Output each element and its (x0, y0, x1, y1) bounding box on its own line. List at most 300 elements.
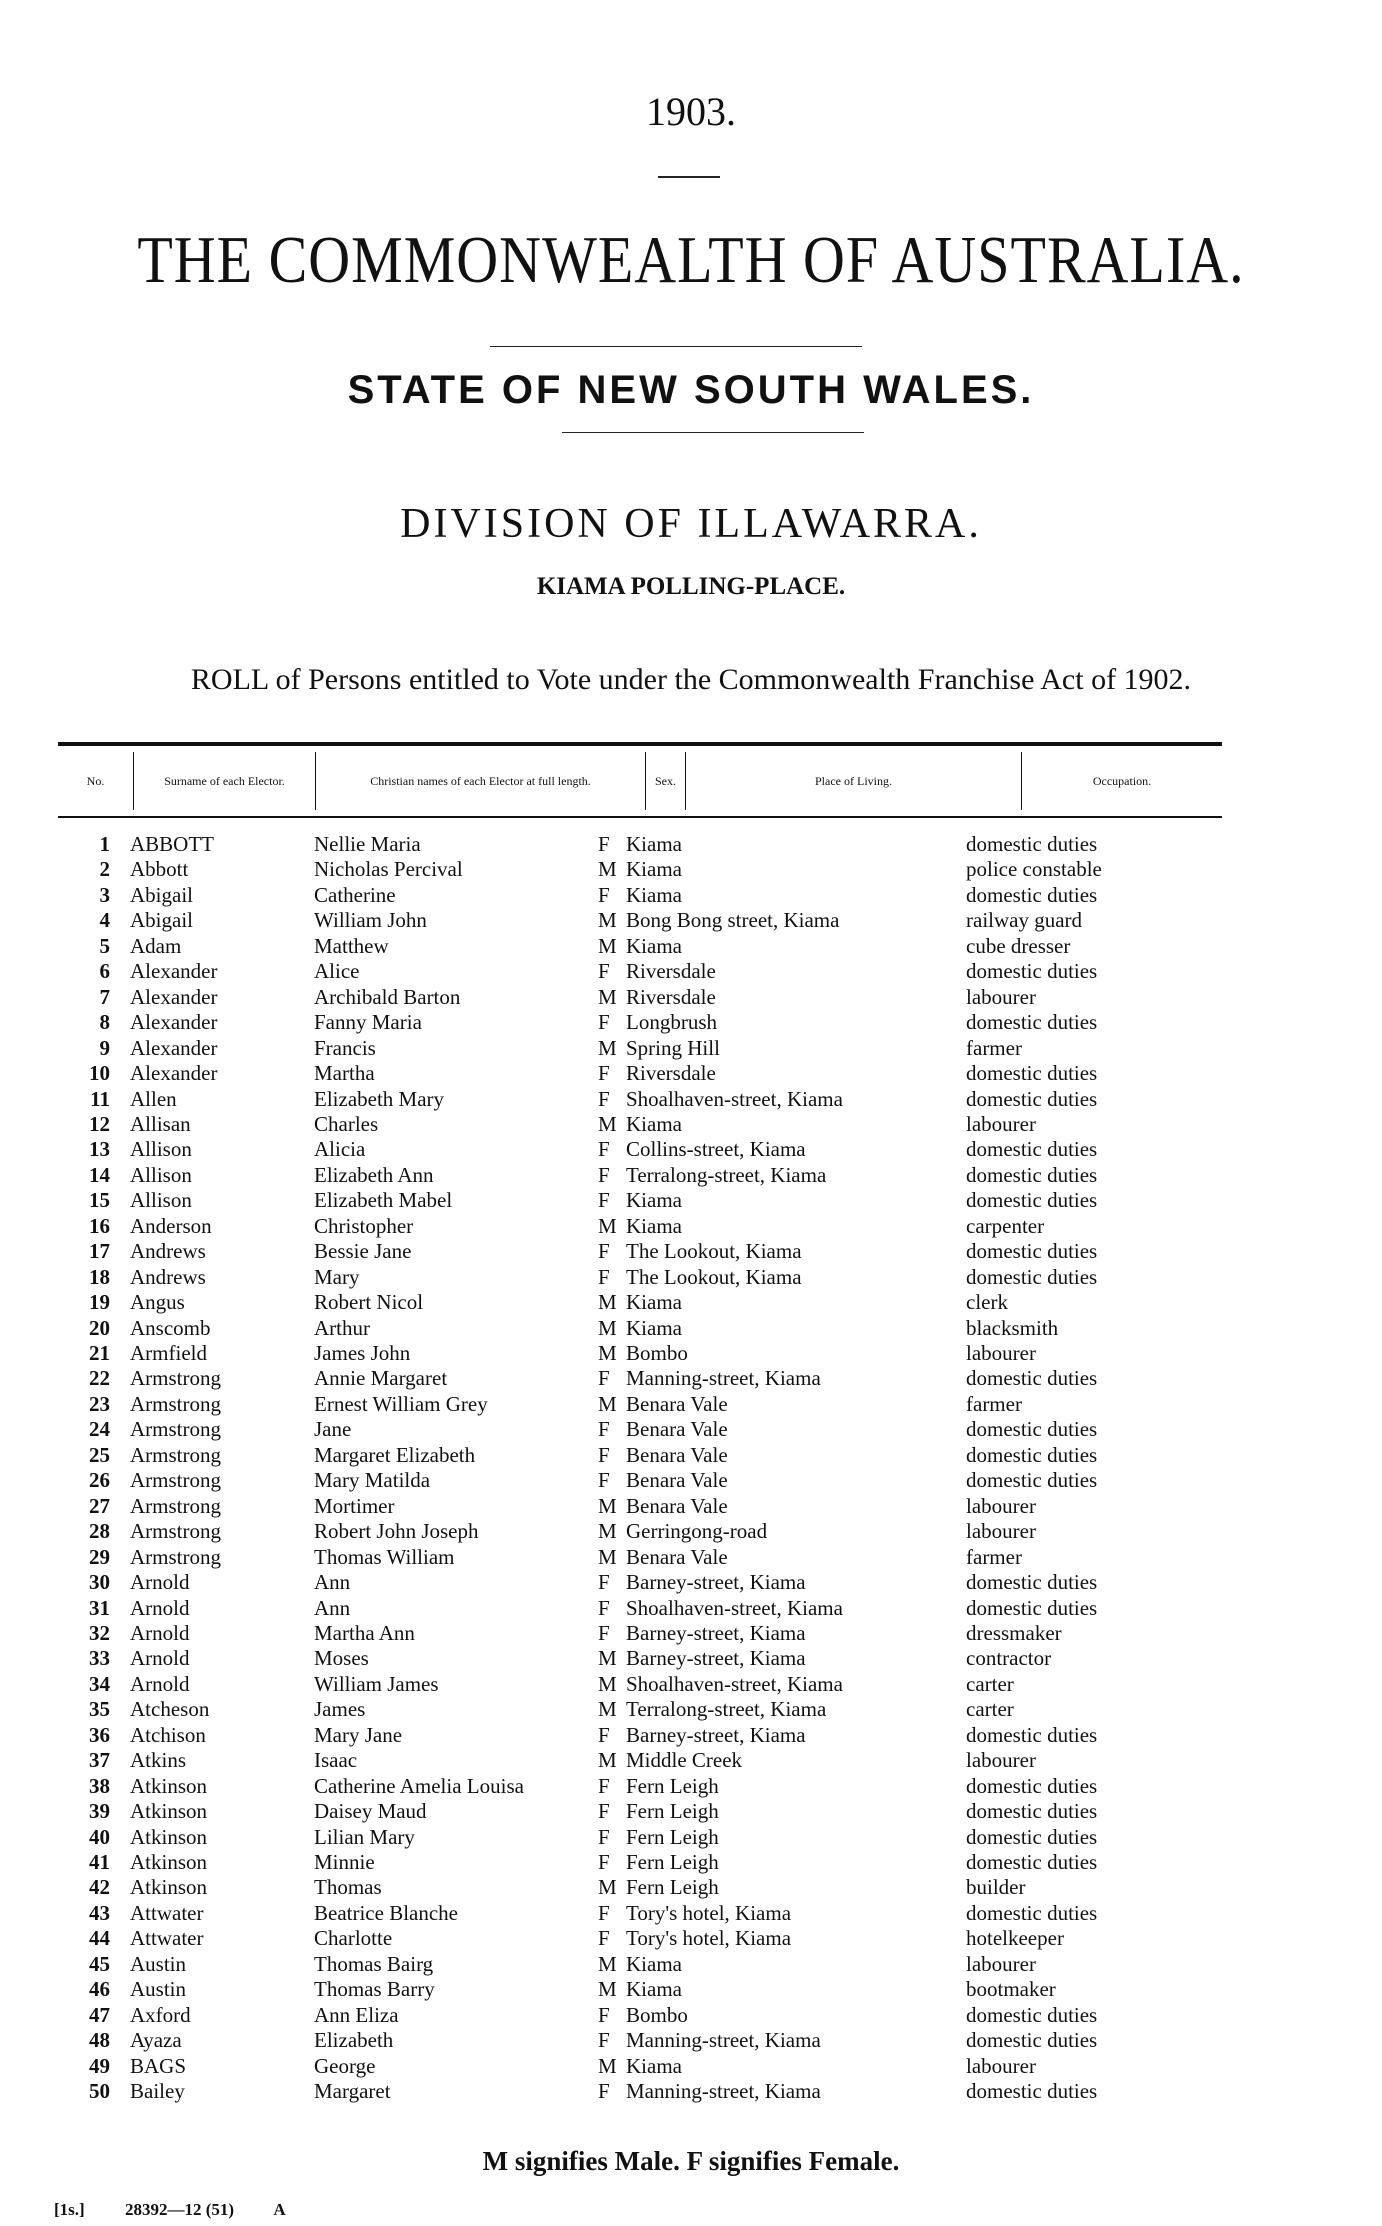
surname: Anscomb (130, 1315, 211, 1340)
occupation: domestic duties (966, 2079, 1098, 2104)
sex: F (598, 1061, 610, 1086)
row-number: 11 (90, 1086, 110, 1111)
row-number: 37 (89, 1748, 110, 1773)
place-of-living: Fern Leigh (626, 1875, 719, 1900)
table-row (0, 832, 1382, 857)
surname: Armstrong (130, 1391, 221, 1416)
occupation: builder (966, 1875, 1026, 1900)
table-row (0, 1392, 1382, 1417)
christian-names: Arthur (314, 1315, 370, 1340)
occupation: cube dresser (966, 933, 1071, 958)
table-row (0, 1697, 1382, 1722)
surname: Arnold (130, 1595, 190, 1620)
surname: Atcheson (130, 1697, 210, 1722)
christian-names: Fanny Maria (314, 1010, 422, 1035)
christian-names: Elizabeth Ann (314, 1162, 434, 1187)
surname: Armstrong (130, 1468, 221, 1493)
christian-names: Alice (314, 959, 360, 984)
sex: F (598, 1366, 610, 1391)
occupation: domestic duties (966, 1850, 1098, 1874)
footer-print-code: 28392—12 (51) (124, 2200, 235, 2219)
table-row (0, 1901, 1382, 1926)
sex: M (598, 1213, 617, 1238)
row-number: 16 (89, 1213, 110, 1238)
surname: Austin (130, 1977, 187, 2002)
occupation: domestic duties (966, 1162, 1098, 1187)
table-row (0, 1519, 1382, 1544)
table-row (0, 1137, 1382, 1162)
sex: M (598, 1671, 617, 1696)
sex: M (598, 933, 617, 958)
surname: Abigail (130, 882, 193, 907)
surname: Armstrong (130, 1544, 221, 1569)
occupation: labourer (966, 1341, 1036, 1365)
christian-names: Ann (314, 1570, 351, 1595)
place-of-living: Tory's hotel, Kiama (626, 1900, 792, 1925)
row-number: 9 (99, 1035, 110, 1060)
place-of-living: Kiama (626, 857, 682, 882)
christian-names: Christopher (314, 1213, 414, 1238)
sex: F (598, 1188, 610, 1213)
row-number: 2 (99, 857, 110, 882)
occupation: domestic duties (966, 2002, 1098, 2027)
place-of-living: Benara Vale (626, 1493, 728, 1518)
occupation: domestic duties (966, 882, 1098, 907)
christian-names: Annie Margaret (314, 1366, 448, 1391)
place-of-living: Manning-street, Kiama (626, 2028, 821, 2053)
christian-names: George (314, 2053, 376, 2078)
row-number: 40 (89, 1824, 110, 1849)
sex: M (598, 1748, 617, 1773)
table-row (0, 2054, 1382, 2079)
table-header (58, 742, 1222, 818)
surname: Armstrong (130, 1366, 221, 1391)
christian-names: Catherine (314, 882, 396, 907)
footer-mark: [1s.] (54, 2200, 85, 2219)
table-row (0, 2079, 1382, 2104)
surname: Attwater (130, 1900, 204, 1925)
place-of-living: Bombo (626, 2002, 688, 2027)
place-of-living: Bombo (626, 1341, 688, 1365)
sex: F (598, 2002, 610, 2027)
table-row (0, 883, 1382, 908)
surname: Armstrong (130, 1519, 221, 1544)
occupation: domestic duties (966, 1417, 1098, 1442)
row-number: 28 (89, 1519, 110, 1544)
place-of-living: Collins-street, Kiama (626, 1137, 806, 1162)
row-number: 24 (89, 1417, 110, 1442)
row-number: 35 (89, 1697, 110, 1722)
occupation: domestic duties (966, 1366, 1098, 1391)
surname: Angus (130, 1290, 185, 1315)
row-number: 36 (89, 1722, 110, 1747)
sex: F (598, 2079, 610, 2104)
surname: Atkinson (130, 1824, 208, 1849)
occupation: farmer (966, 1035, 1022, 1060)
occupation: labourer (966, 1951, 1036, 1976)
christian-names: Daisey Maud (314, 1799, 427, 1824)
christian-names: Nellie Maria (314, 832, 421, 856)
occupation: farmer (966, 1391, 1022, 1416)
surname: Armstrong (130, 1417, 221, 1442)
sex: F (598, 1620, 610, 1645)
row-number: 41 (89, 1850, 110, 1874)
table-row (0, 1774, 1382, 1799)
sex: M (598, 1315, 617, 1340)
table-row (0, 1723, 1382, 1748)
place-of-living: Barney-street, Kiama (626, 1646, 806, 1671)
place-of-living: Fern Leigh (626, 1850, 719, 1874)
occupation: domestic duties (966, 1264, 1098, 1289)
row-number: 43 (89, 1900, 110, 1925)
table-row (0, 2028, 1382, 2053)
occupation: railway guard (966, 908, 1083, 933)
place-of-living: The Lookout, Kiama (626, 1264, 802, 1289)
sex: F (598, 1417, 610, 1442)
row-number: 33 (89, 1646, 110, 1671)
christian-names: Alicia (314, 1137, 366, 1162)
surname: Abigail (130, 908, 193, 933)
table-row (0, 1646, 1382, 1671)
christian-names: Charlotte (314, 1926, 393, 1951)
place-of-living: Riversdale (626, 984, 716, 1009)
occupation: carter (966, 1697, 1014, 1722)
place-of-living: Bong Bong street, Kiama (626, 908, 840, 933)
sex: F (598, 832, 610, 856)
christian-names: Margaret Elizabeth (314, 1442, 476, 1467)
table-row (0, 1214, 1382, 1239)
table-row (0, 908, 1382, 933)
christian-names: Isaac (314, 1748, 358, 1773)
place-of-living: Kiama (626, 882, 682, 907)
divider (562, 432, 864, 433)
place-of-living: Terralong-street, Kiama (626, 1697, 827, 1722)
divider (658, 176, 720, 178)
surname: Arnold (130, 1570, 190, 1595)
year: 1903. (646, 89, 736, 134)
table-row (0, 1366, 1382, 1391)
christian-names: Robert John Joseph (314, 1519, 479, 1544)
occupation: labourer (966, 984, 1036, 1009)
row-number: 15 (89, 1188, 110, 1213)
row-number: 50 (89, 2079, 110, 2104)
table-row (0, 1290, 1382, 1315)
division-heading: DIVISION OF ILLAWARRA. (400, 501, 982, 547)
place-of-living: Fern Leigh (626, 1799, 719, 1824)
place-of-living: Kiama (626, 1977, 682, 2002)
divider (490, 346, 862, 347)
sex: M (598, 1697, 617, 1722)
surname: Atkinson (130, 1773, 208, 1798)
row-number: 29 (89, 1544, 110, 1569)
row-number: 44 (89, 1926, 110, 1951)
sex: M (598, 1493, 617, 1518)
table-row (0, 1087, 1382, 1112)
row-number: 38 (89, 1773, 110, 1798)
place-of-living: Kiama (626, 1315, 682, 1340)
place-of-living: Benara Vale (626, 1544, 728, 1569)
place-of-living: Kiama (626, 1213, 682, 1238)
occupation: police constable (966, 857, 1102, 882)
place-of-living: Tory's hotel, Kiama (626, 1926, 792, 1951)
sex: M (598, 1290, 617, 1315)
place-of-living: Benara Vale (626, 1417, 728, 1442)
row-number: 32 (89, 1620, 110, 1645)
row-number: 25 (89, 1442, 110, 1467)
place-of-living: Barney-street, Kiama (626, 1620, 806, 1645)
table-row (0, 857, 1382, 882)
row-number: 27 (89, 1493, 110, 1518)
christian-names: Mortimer (314, 1493, 395, 1518)
table-row (0, 1163, 1382, 1188)
place-of-living: Shoalhaven-street, Kiama (626, 1595, 843, 1620)
occupation: contractor (966, 1646, 1052, 1671)
sex: M (598, 1341, 617, 1365)
christian-names: Minnie (314, 1850, 375, 1874)
table-row (0, 1799, 1382, 1824)
christian-names: Ernest William Grey (314, 1391, 488, 1416)
occupation: domestic duties (966, 1010, 1098, 1035)
surname: Abbott (130, 857, 189, 882)
sex: M (598, 1391, 617, 1416)
sex: F (598, 882, 610, 907)
place-of-living: Gerringong-road (626, 1519, 768, 1544)
surname: Atchison (130, 1722, 206, 1747)
christian-names: William James (314, 1671, 439, 1696)
sex: M (598, 1977, 617, 2002)
row-number: 19 (89, 1290, 110, 1315)
christian-names: Mary (314, 1264, 360, 1289)
surname: Allisan (130, 1111, 191, 1136)
christian-names: Ann (314, 1595, 351, 1620)
christian-names: Thomas Bairg (314, 1951, 434, 1976)
place-of-living: Kiama (626, 1290, 682, 1315)
christian-names: Nicholas Percival (314, 857, 463, 882)
row-number: 39 (89, 1799, 110, 1824)
row-number: 21 (89, 1341, 110, 1365)
sex: F (598, 1570, 610, 1595)
surname: Allison (130, 1137, 192, 1162)
row-number: 48 (89, 2028, 110, 2053)
occupation: domestic duties (966, 1442, 1098, 1467)
surname: Axford (130, 2002, 191, 2027)
christian-names: Elizabeth Mary (314, 1086, 445, 1111)
place-of-living: Spring Hill (626, 1035, 720, 1060)
surname: Atkinson (130, 1875, 208, 1900)
sex: F (598, 1799, 610, 1824)
place-of-living: Kiama (626, 933, 682, 958)
place-of-living: Fern Leigh (626, 1824, 719, 1849)
christian-names: Thomas Barry (314, 1977, 435, 2002)
sex-legend: M signifies Male. F signifies Female. (482, 2146, 900, 2176)
christian-names: Jane (314, 1417, 352, 1442)
table-row (0, 1417, 1382, 1442)
place-of-living: Kiama (626, 2053, 682, 2078)
table-row (0, 1061, 1382, 1086)
surname: Alexander (130, 984, 218, 1009)
christian-names: James (314, 1697, 366, 1722)
occupation: domestic duties (966, 1570, 1098, 1595)
occupation: labourer (966, 1111, 1036, 1136)
place-of-living: Terralong-street, Kiama (626, 1162, 827, 1187)
row-number: 18 (89, 1264, 110, 1289)
christian-names: Francis (314, 1035, 376, 1060)
sex: M (598, 1544, 617, 1569)
sex: M (598, 1646, 617, 1671)
place-of-living: Middle Creek (626, 1748, 743, 1773)
sex: F (598, 1264, 610, 1289)
column-header-no: No. (58, 752, 134, 810)
surname: Atkinson (130, 1799, 208, 1824)
place-of-living: Kiama (626, 1951, 682, 1976)
sex: F (598, 1824, 610, 1849)
occupation: domestic duties (966, 1239, 1098, 1264)
place-of-living: Barney-street, Kiama (626, 1722, 806, 1747)
christian-names: Mary Matilda (314, 1468, 431, 1493)
row-number: 10 (89, 1061, 110, 1086)
surname: Armfield (130, 1341, 207, 1365)
occupation: domestic duties (966, 1773, 1098, 1798)
occupation: domestic duties (966, 1188, 1098, 1213)
surname: Ayaza (130, 2028, 182, 2053)
table-row (0, 1468, 1382, 1493)
row-number: 6 (99, 959, 110, 984)
sex: F (598, 1926, 610, 1951)
surname: Atkinson (130, 1850, 208, 1874)
occupation: domestic duties (966, 1468, 1098, 1493)
sex: F (598, 1595, 610, 1620)
footer-letter: A (273, 2200, 286, 2219)
place-of-living: Manning-street, Kiama (626, 2079, 821, 2104)
table-row (0, 2003, 1382, 2028)
table-row (0, 1850, 1382, 1875)
surname: Armstrong (130, 1442, 221, 1467)
row-number: 46 (89, 1977, 110, 2002)
occupation: carpenter (966, 1213, 1045, 1238)
table-row (0, 1036, 1382, 1061)
place-of-living: Fern Leigh (626, 1773, 719, 1798)
row-number: 30 (89, 1570, 110, 1595)
surname: Alexander (130, 1010, 218, 1035)
row-number: 17 (89, 1239, 110, 1264)
occupation: carter (966, 1671, 1014, 1696)
print-footer (54, 2200, 322, 2220)
row-number: 23 (89, 1391, 110, 1416)
surname: BAGS (130, 2053, 187, 2078)
christian-names: Ann Eliza (314, 2002, 399, 2027)
surname: Alexander (130, 1035, 218, 1060)
surname: Andrews (130, 1239, 206, 1264)
surname: Allen (130, 1086, 177, 1111)
table-row (0, 1596, 1382, 1621)
occupation: dressmaker (966, 1620, 1062, 1645)
christian-names: Robert Nicol (314, 1290, 424, 1315)
table-row (0, 1316, 1382, 1341)
row-number: 4 (99, 908, 110, 933)
sex: F (598, 1239, 610, 1264)
table-row (0, 1825, 1382, 1850)
christian-names: Mary Jane (314, 1722, 403, 1747)
table-row (0, 985, 1382, 1010)
table-row (0, 959, 1382, 984)
row-number: 47 (89, 2002, 110, 2027)
occupation: domestic duties (966, 1595, 1098, 1620)
occupation: domestic duties (966, 1799, 1098, 1824)
column-header-christian-names: Christian names of each Elector at full length. (316, 752, 646, 810)
row-number: 5 (99, 933, 110, 958)
surname: Alexander (130, 959, 218, 984)
surname: Bailey (130, 2079, 185, 2104)
sex: F (598, 2028, 610, 2053)
surname: Allison (130, 1162, 192, 1187)
surname: Andrews (130, 1264, 206, 1289)
table-row (0, 1188, 1382, 1213)
row-number: 22 (89, 1366, 110, 1391)
sex: F (598, 1468, 610, 1493)
surname: Arnold (130, 1671, 190, 1696)
christian-names: James John (314, 1341, 411, 1365)
christian-names: Charles (314, 1111, 379, 1136)
place-of-living: The Lookout, Kiama (626, 1239, 802, 1264)
place-of-living: Shoalhaven-street, Kiama (626, 1086, 843, 1111)
sex: M (598, 908, 617, 933)
surname: Arnold (130, 1646, 190, 1671)
table-row (0, 1875, 1382, 1900)
polling-place-heading: KIAMA POLLING-PLACE. (536, 573, 846, 600)
sex: M (598, 2053, 617, 2078)
row-number: 34 (89, 1671, 110, 1696)
row-number: 20 (89, 1315, 110, 1340)
table-row (0, 1926, 1382, 1951)
sex: F (598, 1086, 610, 1111)
sex: M (598, 984, 617, 1009)
place-of-living: Riversdale (626, 1061, 716, 1086)
surname: Adam (130, 933, 182, 958)
surname: Atkins (130, 1748, 187, 1773)
row-number: 26 (89, 1468, 110, 1493)
row-number: 49 (89, 2053, 110, 2078)
place-of-living: Kiama (626, 1188, 682, 1213)
sex: F (598, 1010, 610, 1035)
sex: F (598, 1773, 610, 1798)
roll-title: ROLL of Persons entitled to Vote under the Commonwealth Franchise Act of 1902. (190, 663, 1192, 696)
occupation: bootmaker (966, 1977, 1056, 2002)
place-of-living: Benara Vale (626, 1391, 728, 1416)
row-number: 7 (99, 984, 110, 1009)
column-header-place: Place of Living. (686, 752, 1022, 810)
occupation: domestic duties (966, 2028, 1098, 2053)
column-header-surname: Surname of each Elector. (134, 752, 316, 810)
sex: F (598, 1162, 610, 1187)
place-of-living: Kiama (626, 832, 682, 856)
occupation: domestic duties (966, 959, 1098, 984)
surname: Allison (130, 1188, 192, 1213)
row-number: 31 (89, 1595, 110, 1620)
row-number: 42 (89, 1875, 110, 1900)
christian-names: Elizabeth Mabel (314, 1188, 453, 1213)
surname: Arnold (130, 1620, 190, 1645)
row-number: 1 (99, 832, 110, 856)
sex: F (598, 959, 610, 984)
table-row (0, 1570, 1382, 1595)
christian-names: Moses (314, 1646, 369, 1671)
sex: M (598, 1111, 617, 1136)
sex: F (598, 1722, 610, 1747)
sex: M (598, 1035, 617, 1060)
row-number: 45 (89, 1951, 110, 1976)
occupation: domestic duties (966, 1722, 1098, 1747)
occupation: labourer (966, 2053, 1036, 2078)
